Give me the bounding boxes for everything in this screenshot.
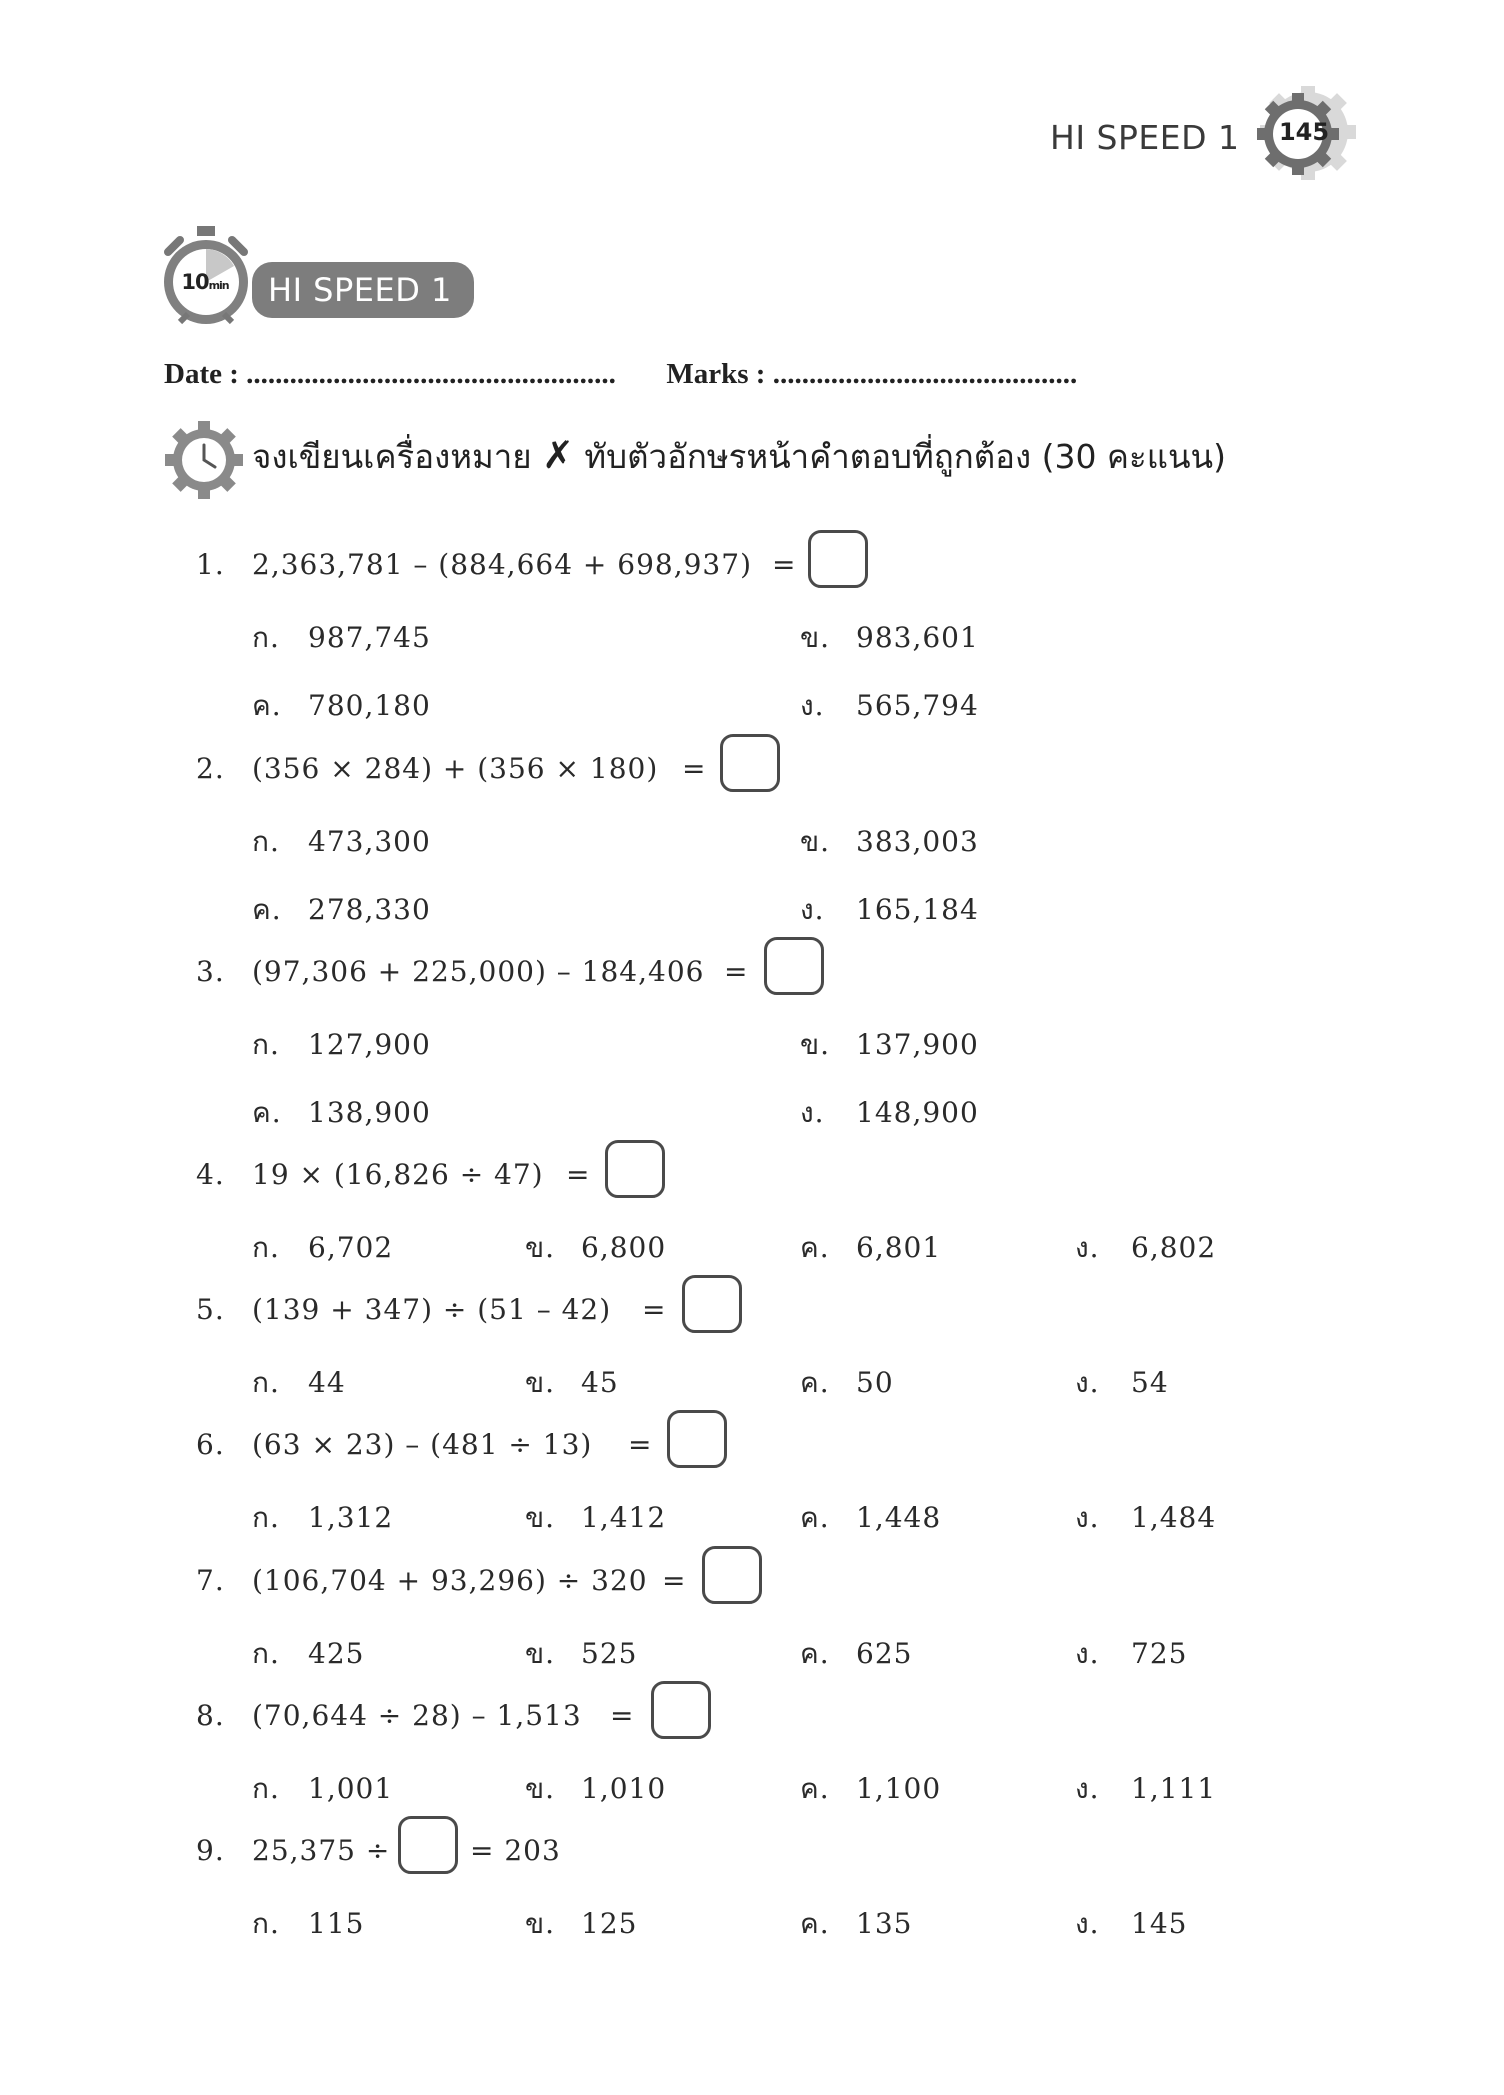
timer-label: 10min: [181, 270, 229, 294]
answer-option[interactable]: [525, 1767, 666, 1811]
option-letter: ง.: [800, 689, 825, 722]
answer-option[interactable]: [252, 616, 431, 660]
option-value: 725: [1131, 1637, 1188, 1670]
option-value: 1,010: [581, 1772, 667, 1805]
option-letter: ง.: [1075, 1231, 1100, 1264]
option-value: 6,800: [581, 1231, 667, 1264]
option-value: 148,900: [856, 1096, 979, 1129]
option-value: 625: [856, 1637, 913, 1670]
option-letter: ข.: [800, 825, 831, 858]
option-value: 45: [581, 1366, 619, 1399]
answer-box[interactable]: [702, 1546, 762, 1604]
answer-option[interactable]: [252, 1091, 431, 1135]
answer-option[interactable]: [1075, 1361, 1169, 1405]
question-expression: 19 × (16,826 ÷ 47): [252, 1158, 544, 1191]
answer-box[interactable]: [720, 734, 780, 792]
option-value: 565,794: [856, 689, 979, 722]
date-label: Date :: [164, 358, 239, 390]
answer-box[interactable]: [682, 1275, 742, 1333]
answer-option[interactable]: [1075, 1226, 1216, 1270]
option-letter: ข.: [525, 1231, 556, 1264]
option-letter: ง.: [800, 1096, 825, 1129]
option-letter: ก.: [252, 1501, 280, 1534]
equals-sign: =: [772, 548, 797, 581]
question-number: 9.: [196, 1834, 225, 1867]
option-letter: ค.: [252, 1096, 282, 1129]
question-number: 5.: [196, 1293, 225, 1326]
option-letter: ค.: [800, 1501, 830, 1534]
equals-sign: =: [610, 1699, 635, 1732]
option-letter: ก.: [252, 825, 280, 858]
answer-box[interactable]: [667, 1410, 727, 1468]
option-value: 1,448: [856, 1501, 942, 1534]
question-number: 1.: [196, 548, 225, 581]
option-value: 138,900: [308, 1096, 431, 1129]
question-expression: (106,704 + 93,296) ÷ 320: [252, 1564, 648, 1597]
answer-option[interactable]: [1075, 1767, 1216, 1811]
answer-option[interactable]: [800, 1091, 979, 1135]
question-number: 7.: [196, 1564, 225, 1597]
question-expression: (70,644 ÷ 28) – 1,513: [252, 1699, 582, 1732]
equals-sign: =: [566, 1158, 591, 1191]
question-expression: 25,375 ÷: [252, 1834, 391, 1867]
answer-option[interactable]: [800, 888, 979, 932]
equals-sign: = 203: [470, 1834, 561, 1867]
option-letter: ก.: [252, 1366, 280, 1399]
equals-sign: =: [662, 1564, 687, 1597]
option-letter: ข.: [525, 1907, 556, 1940]
option-letter: ง.: [800, 893, 825, 926]
question-expression: (356 × 284) + (356 × 180): [252, 752, 659, 785]
page-number: 145: [1278, 118, 1330, 146]
option-value: 125: [581, 1907, 638, 1940]
option-value: 278,330: [308, 893, 431, 926]
date-marks-row: [164, 358, 1077, 391]
answer-box[interactable]: [651, 1681, 711, 1739]
answer-option[interactable]: [252, 1767, 393, 1811]
option-value: 780,180: [308, 689, 431, 722]
option-value: 54: [1131, 1366, 1169, 1399]
answer-option[interactable]: [525, 1632, 637, 1676]
option-letter: ค.: [252, 689, 282, 722]
option-value: 6,801: [856, 1231, 942, 1264]
option-letter: ก.: [252, 1772, 280, 1805]
option-letter: ค.: [800, 1231, 830, 1264]
question-expression: (97,306 + 225,000) – 184,406: [252, 955, 705, 988]
gear-clock-icon: [164, 420, 244, 500]
marks-label: Marks :: [666, 358, 766, 390]
answer-option[interactable]: [800, 1632, 912, 1676]
answer-option[interactable]: [800, 684, 979, 728]
answer-option[interactable]: [800, 1767, 941, 1811]
answer-option[interactable]: [525, 1496, 666, 1540]
equals-sign: =: [628, 1428, 653, 1461]
section-title: HI SPEED 1: [252, 262, 474, 318]
answer-option[interactable]: [252, 1632, 364, 1676]
option-value: 1,484: [1131, 1501, 1217, 1534]
option-value: 6,802: [1131, 1231, 1217, 1264]
option-value: 525: [581, 1637, 638, 1670]
equals-sign: =: [642, 1293, 667, 1326]
answer-option[interactable]: [525, 1226, 666, 1270]
answer-option[interactable]: [252, 1226, 393, 1270]
option-letter: ก.: [252, 1028, 280, 1061]
answer-option[interactable]: [252, 888, 431, 932]
option-value: 473,300: [308, 825, 431, 858]
option-value: 983,601: [856, 621, 979, 654]
answer-box[interactable]: [398, 1816, 458, 1874]
option-value: 383,003: [856, 825, 979, 858]
option-letter: ก.: [252, 1637, 280, 1670]
question-expression: (139 + 347) ÷ (51 – 42): [252, 1293, 612, 1326]
option-letter: ค.: [800, 1366, 830, 1399]
option-letter: ง.: [1075, 1637, 1100, 1670]
answer-option[interactable]: [800, 1226, 941, 1270]
answer-option[interactable]: [1075, 1632, 1187, 1676]
option-value: 115: [308, 1907, 365, 1940]
answer-option[interactable]: [800, 1361, 894, 1405]
answer-option[interactable]: [800, 820, 979, 864]
option-letter: ก.: [252, 1907, 280, 1940]
option-value: 165,184: [856, 893, 979, 926]
instruction-text: จงเขียนเครื่องหมาย ✗ ทับตัวอักษรหน้าคำตอบที่ถูกต้อง (30 คะแนน): [252, 433, 1226, 477]
answer-option[interactable]: [800, 1496, 941, 1540]
answer-option[interactable]: [800, 616, 979, 660]
option-value: 145: [1131, 1907, 1188, 1940]
option-value: 137,900: [856, 1028, 979, 1061]
question-number: 8.: [196, 1699, 225, 1732]
equals-sign: =: [682, 752, 707, 785]
option-value: 987,745: [308, 621, 431, 654]
answer-option[interactable]: [525, 1361, 619, 1405]
option-letter: ข.: [800, 621, 831, 654]
answer-box[interactable]: [764, 937, 824, 995]
option-letter: ข.: [525, 1501, 556, 1534]
option-letter: ค.: [800, 1772, 830, 1805]
option-letter: ก.: [252, 621, 280, 654]
answer-option[interactable]: [525, 1902, 637, 1946]
question-number: 6.: [196, 1428, 225, 1461]
question-expression: (63 × 23) – (481 ÷ 13): [252, 1428, 593, 1461]
answer-option[interactable]: [252, 1361, 346, 1405]
answer-option[interactable]: [252, 820, 431, 864]
date-field[interactable]: ...................................................: [246, 358, 616, 390]
option-letter: ง.: [1075, 1366, 1100, 1399]
option-value: 1,100: [856, 1772, 942, 1805]
option-value: 1,001: [308, 1772, 394, 1805]
option-value: 1,412: [581, 1501, 667, 1534]
question-number: 4.: [196, 1158, 225, 1191]
running-title: HI SPEED 1: [1050, 118, 1240, 157]
x-mark-icon: ✗: [542, 433, 574, 477]
option-value: 44: [308, 1366, 346, 1399]
option-letter: ง.: [1075, 1501, 1100, 1534]
option-letter: ค.: [800, 1907, 830, 1940]
answer-option[interactable]: [1075, 1902, 1187, 1946]
option-letter: ก.: [252, 1231, 280, 1264]
answer-option[interactable]: [800, 1023, 979, 1067]
option-letter: ง.: [1075, 1772, 1100, 1805]
marks-field[interactable]: ..........................................: [772, 358, 1078, 390]
question-expression: 2,363,781 – (884,664 + 698,937): [252, 548, 752, 581]
option-letter: ข.: [525, 1772, 556, 1805]
option-value: 425: [308, 1637, 365, 1670]
answer-option[interactable]: [252, 1902, 364, 1946]
option-value: 135: [856, 1907, 913, 1940]
answer-box[interactable]: [808, 530, 868, 588]
option-letter: ข.: [525, 1366, 556, 1399]
answer-option[interactable]: [800, 1902, 912, 1946]
answer-option[interactable]: [252, 1023, 431, 1067]
answer-box[interactable]: [605, 1140, 665, 1198]
answer-option[interactable]: [252, 684, 431, 728]
option-value: 6,702: [308, 1231, 394, 1264]
question-number: 3.: [196, 955, 225, 988]
option-value: 127,900: [308, 1028, 431, 1061]
equals-sign: =: [724, 955, 749, 988]
option-letter: ค.: [800, 1637, 830, 1670]
option-value: 1,312: [308, 1501, 394, 1534]
option-letter: ข.: [525, 1637, 556, 1670]
option-value: 50: [856, 1366, 894, 1399]
answer-option[interactable]: [1075, 1496, 1216, 1540]
option-letter: ง.: [1075, 1907, 1100, 1940]
option-value: 1,111: [1131, 1772, 1217, 1805]
question-number: 2.: [196, 752, 225, 785]
answer-option[interactable]: [252, 1496, 393, 1540]
option-letter: ข.: [800, 1028, 831, 1061]
option-letter: ค.: [252, 893, 282, 926]
